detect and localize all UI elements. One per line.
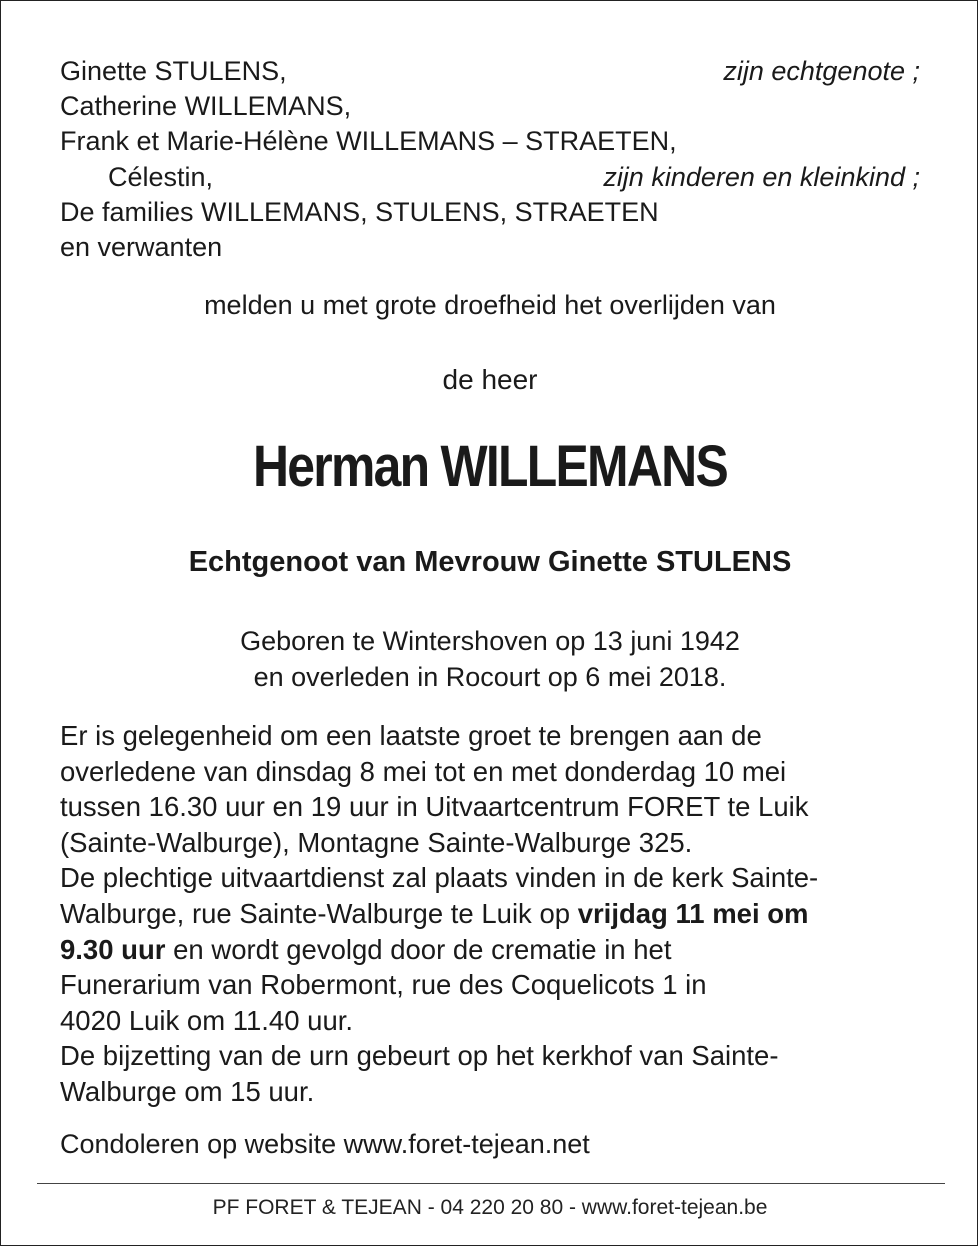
family-row bbox=[60, 230, 920, 265]
details-text: Walburge, rue Sainte-Walburge te Luik op bbox=[60, 897, 578, 929]
deceased-name: Herman WILLEMANS bbox=[252, 434, 728, 499]
spouse-line: Echtgenoot van Mevrouw Ginette STULENS bbox=[188, 546, 792, 578]
family-row bbox=[60, 124, 920, 159]
details-line: Walburge om 15 uur. bbox=[60, 1075, 315, 1107]
details-line: Er is gelegenheid om een laatste groet te brengen aan de bbox=[60, 720, 762, 751]
details-line bbox=[60, 896, 930, 932]
title-prefix: de heer bbox=[442, 364, 538, 395]
details-line: tussen 16.30 uur en 19 uur in Uitvaartcentrum FORET te Luik bbox=[60, 791, 809, 823]
details-line: De bijzetting van de urn gebeurt op het kerkhof van Sainte- bbox=[60, 1040, 779, 1072]
family-relation: zijn kinderen en kleinkind ; bbox=[603, 161, 920, 192]
service-time-bold: 9.30 uur bbox=[60, 933, 166, 965]
details-line: De plechtige uitvaartdienst zal plaats vinden in de kerk Sainte- bbox=[60, 862, 819, 894]
details-line: overledene van dinsdag 8 mei tot en met donderdag 10 mei bbox=[60, 755, 787, 787]
announcement: melden u met grote droefheid het overlijden van bbox=[204, 290, 776, 320]
footer-divider bbox=[37, 1183, 945, 1184]
family-member: en verwanten bbox=[60, 231, 223, 262]
family-row bbox=[60, 195, 920, 230]
family-relation: zijn echtgenote ; bbox=[723, 56, 920, 86]
family-member: Ginette STULENS, bbox=[60, 56, 287, 86]
details-line: Funerarium van Robermont, rue des Coquelicots 1 in bbox=[60, 969, 707, 1001]
condolence-line: Condoleren op website www.foret-tejean.net bbox=[60, 1129, 590, 1159]
family-list bbox=[60, 54, 920, 265]
birth-death-block bbox=[1, 623, 979, 695]
details-line bbox=[60, 932, 930, 968]
service-date-bold: vrijdag 11 mei om bbox=[577, 897, 809, 929]
details-line: 4020 Luik om 11.40 uur. bbox=[60, 1004, 354, 1036]
family-row bbox=[60, 160, 920, 195]
family-row bbox=[60, 54, 920, 89]
family-member: Catherine WILLEMANS, bbox=[60, 91, 352, 122]
birth-line: Geboren te Wintershoven op 13 juni 1942 bbox=[240, 626, 740, 656]
family-member: Célestin, bbox=[108, 161, 214, 192]
family-member: Frank et Marie-Hélène WILLEMANS – STRAETEN, bbox=[60, 126, 677, 157]
death-line: en overleden in Rocourt op 6 mei 2018. bbox=[253, 662, 727, 692]
family-row bbox=[60, 89, 920, 124]
details-line: (Sainte-Walburge), Montagne Sainte-Walburge 325. bbox=[60, 826, 693, 858]
family-member: De families WILLEMANS, STULENS, STRAETEN bbox=[60, 196, 659, 227]
funeral-details bbox=[60, 718, 930, 1110]
funeral-home-footer: PF FORET & TEJEAN - 04 220 20 80 - www.foret-tejean.be bbox=[212, 1196, 768, 1219]
details-text: en wordt gevolgd door de crematie in het bbox=[165, 933, 672, 965]
